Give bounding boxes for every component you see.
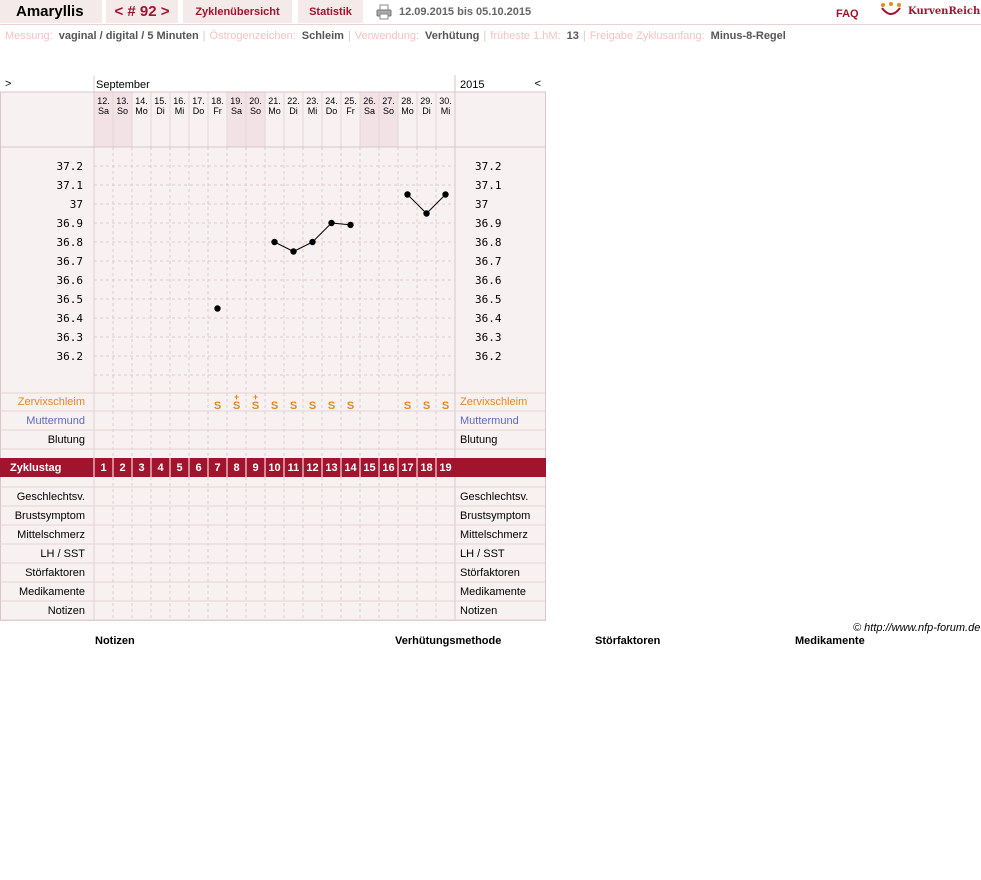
temp-tick-right: 36.7: [475, 255, 502, 268]
credit-text: © http://www.nfp-forum.de: [853, 622, 981, 634]
top-bar: [0, 0, 981, 25]
day-weekday: Di: [156, 106, 165, 116]
month-label: September: [96, 79, 150, 91]
cycle-day-number: 8: [233, 462, 240, 474]
temp-tick-left: 36.5: [56, 293, 83, 306]
cervix-label-left: Muttermund: [26, 415, 85, 427]
temp-tick-left: 36.9: [56, 217, 83, 230]
cycle-day-label: Zyklustag: [10, 462, 62, 474]
earliest-value: 13: [566, 30, 579, 42]
notes-heading: Notizen: [95, 635, 135, 647]
cervical-mark[interactable]: S: [232, 400, 241, 412]
day-date: 22.: [287, 96, 300, 106]
day-date: 18.: [211, 96, 224, 106]
measurement-label: Messung:: [5, 30, 53, 42]
day-weekday: Mo: [401, 106, 414, 116]
release-label: Freigabe Zyklusanfang:: [589, 30, 705, 42]
statistics-tab[interactable]: Statistik: [298, 0, 363, 23]
cycle-day-number: 16: [382, 462, 395, 474]
release-value: Minus-8-Regel: [710, 30, 786, 42]
temp-tick-left: 37.1: [56, 179, 83, 192]
temp-tick-left: 37: [69, 198, 83, 211]
temp-tick-right: 36.6: [475, 274, 502, 287]
day-date: 25.: [344, 96, 357, 106]
temp-tick-right: 37: [475, 198, 489, 211]
disturbances-heading: Störfaktoren: [595, 635, 661, 647]
cervical-label-right: Zervixschleim: [460, 396, 528, 408]
day-date: 12.: [97, 96, 110, 106]
temp-tick-left: 36.7: [56, 255, 83, 268]
day-date: 30.: [439, 96, 452, 106]
day-date: 19.: [230, 96, 243, 106]
bleeding-label-right: Blutung: [460, 434, 498, 446]
cycle-day-number: 4: [157, 462, 164, 474]
cycle-day-number: 2: [119, 462, 126, 474]
day-date: 27.: [382, 96, 395, 106]
measurement-value: vaginal / digital / 5 Minuten: [58, 30, 199, 42]
temp-tick-right: 37.2: [475, 160, 502, 173]
cervical-mark[interactable]: S: [422, 400, 431, 412]
temp-point[interactable]: [347, 222, 353, 228]
day-weekday: Di: [289, 106, 298, 116]
temp-tick-right: 37.1: [475, 179, 502, 192]
symptom-label-left: Geschlechtsv.: [16, 491, 85, 503]
temp-tick-right: 36.9: [475, 217, 502, 230]
cervical-mark[interactable]: S: [289, 400, 298, 412]
day-weekday: Mi: [174, 106, 185, 116]
symptom-label-left: Brustsymptom: [14, 510, 85, 522]
symptom-label-right: Störfaktoren: [460, 567, 520, 579]
day-weekday: So: [382, 106, 395, 116]
symptom-label-right: Brustsymptom: [460, 510, 531, 522]
separator: |: [582, 30, 586, 42]
day-date: 14.: [135, 96, 148, 106]
cycle-day-number: 5: [176, 462, 183, 474]
estrogen-label: Östrogenzeichen:: [209, 30, 296, 42]
cycle-day-number: 3: [138, 462, 145, 474]
brand-name: KurvenReich: [908, 6, 981, 17]
temp-tick-left: 36.2: [56, 350, 83, 363]
cycle-day-number: 12: [306, 462, 319, 474]
day-date: 24.: [325, 96, 338, 106]
bleeding-label-left: Blutung: [47, 434, 85, 446]
temp-point[interactable]: [271, 239, 277, 245]
day-weekday: Fr: [213, 106, 222, 116]
temp-point[interactable]: [442, 191, 448, 197]
day-date: 29.: [420, 96, 433, 106]
cycle-day-number: 18: [420, 462, 433, 474]
temp-tick-right: 36.2: [475, 350, 502, 363]
user-name: Amaryllis: [0, 0, 102, 23]
temp-point[interactable]: [290, 248, 296, 254]
cervical-plus-mark: +: [252, 392, 259, 402]
cervical-mark[interactable]: S: [251, 400, 260, 412]
symptom-label-right: Notizen: [460, 605, 498, 617]
separator: |: [483, 30, 487, 42]
temp-point[interactable]: [328, 220, 334, 226]
temp-tick-left: 36.4: [56, 312, 83, 325]
temp-point[interactable]: [404, 191, 410, 197]
temp-point[interactable]: [214, 305, 220, 311]
crown-icon: [880, 2, 902, 20]
cycle-day-number: 9: [252, 462, 259, 474]
temp-tick-right: 36.5: [475, 293, 502, 306]
day-date: 17.: [192, 96, 205, 106]
symptom-label-right: LH / SST: [460, 548, 505, 560]
cycle-day-number: 7: [214, 462, 221, 474]
day-weekday: Do: [325, 106, 338, 116]
temp-tick-left: 37.2: [56, 160, 83, 173]
cycle-day-number: 14: [344, 462, 357, 474]
temp-tick-right: 36.8: [475, 236, 502, 249]
cycle-day-number: 1: [100, 462, 107, 474]
separator: |: [202, 30, 206, 42]
earliest-label: früheste 1.hM:: [490, 30, 561, 42]
temp-tick-left: 36.8: [56, 236, 83, 249]
cycle-day-number: 15: [363, 462, 376, 474]
usage-label: Verwendung:: [354, 30, 420, 42]
cervical-label-left: Zervixschleim: [17, 396, 85, 408]
temp-tick-left: 36.3: [56, 331, 83, 344]
day-weekday: Do: [192, 106, 205, 116]
symptom-label-left: Medikamente: [18, 586, 85, 598]
symptom-label-right: Mittelschmerz: [460, 529, 528, 541]
symptom-label-right: Geschlechtsv.: [460, 491, 529, 503]
day-date: 15.: [154, 96, 167, 106]
cervical-mark[interactable]: S: [441, 400, 450, 412]
contraception-heading: Verhütungsmethode: [395, 635, 502, 647]
day-weekday: Mo: [268, 106, 281, 116]
next-cycle-arrow[interactable]: <: [534, 78, 541, 90]
cycle-day-number: 11: [287, 462, 300, 474]
medication-heading: Medikamente: [795, 635, 865, 647]
symptom-label-left: Störfaktoren: [25, 567, 85, 579]
day-weekday: Mo: [135, 106, 148, 116]
estrogen-value: Schleim: [301, 30, 344, 42]
cycle-info-line: [5, 30, 981, 44]
cycle-day-number: 10: [268, 462, 281, 474]
usage-value: Verhütung: [425, 30, 480, 42]
day-date: 16.: [173, 96, 186, 106]
cycle-day-number: 17: [401, 462, 414, 474]
symptom-label-right: Medikamente: [460, 586, 527, 598]
cycle-navigation[interactable]: < # 92 >: [106, 0, 178, 23]
day-weekday: Sa: [97, 106, 110, 116]
symptom-label-left: Mittelschmerz: [17, 529, 85, 541]
symptom-label-left: Notizen: [47, 605, 85, 617]
day-weekday: So: [116, 106, 129, 116]
symptom-label-left: LH / SST: [40, 548, 85, 560]
brand-logo[interactable]: [880, 0, 981, 23]
separator: |: [347, 30, 351, 42]
cervical-plus-mark: +: [233, 392, 240, 402]
temp-tick-left: 36.6: [56, 274, 83, 287]
cervical-mark[interactable]: S: [346, 400, 355, 412]
year-label: 2015: [460, 79, 485, 91]
temp-point[interactable]: [309, 239, 315, 245]
day-date: 28.: [401, 96, 414, 106]
day-weekday: Sa: [230, 106, 243, 116]
temp-point[interactable]: [423, 210, 429, 216]
day-date: 26.: [363, 96, 376, 106]
cycle-chart: [0, 75, 546, 621]
day-weekday: Sa: [363, 106, 376, 116]
date-range: 12.09.2015 bis 05.10.2015: [399, 6, 532, 18]
day-date: 20.: [249, 96, 262, 106]
cervical-mark[interactable]: S: [327, 400, 336, 412]
overview-tab[interactable]: Zyklenübersicht: [183, 0, 292, 23]
cervix-label-right: Muttermund: [460, 415, 519, 427]
cervical-mark[interactable]: S: [403, 400, 412, 412]
day-date: 13.: [116, 96, 129, 106]
previous-cycle-arrow[interactable]: >: [5, 78, 12, 90]
day-date: 21.: [268, 96, 281, 106]
day-weekday: Mi: [307, 106, 318, 116]
cycle-day-number: 19: [439, 462, 452, 474]
faq-link[interactable]: FAQ: [836, 8, 859, 20]
cervical-mark[interactable]: S: [270, 400, 279, 412]
day-weekday: Mi: [440, 106, 451, 116]
cycle-day-number: 13: [325, 462, 338, 474]
day-weekday: Di: [422, 106, 431, 116]
day-date: 23.: [306, 96, 319, 106]
cervical-mark[interactable]: S: [213, 400, 222, 412]
cycle-day-number: 6: [195, 462, 202, 474]
day-weekday: Fr: [346, 106, 355, 116]
printer-icon[interactable]: [376, 4, 392, 20]
temp-tick-right: 36.4: [475, 312, 502, 325]
temp-tick-right: 36.3: [475, 331, 502, 344]
cervical-mark[interactable]: S: [308, 400, 317, 412]
day-weekday: So: [249, 106, 262, 116]
